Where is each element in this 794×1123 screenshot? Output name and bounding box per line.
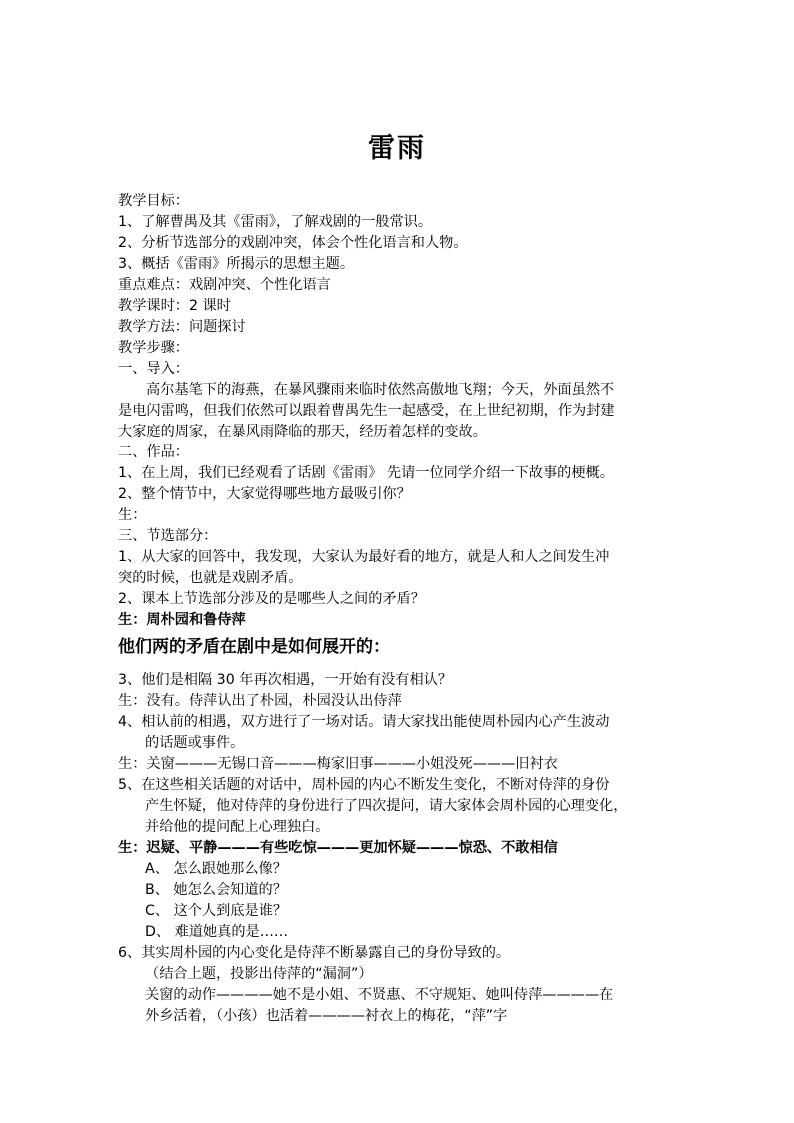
info-line: 重点难点：戏剧冲突、个性化语言 [118,277,331,293]
excerpt-heading: 三、节选部分： [118,528,218,544]
intro-paragraph-line: 高尔基笔下的海燕，在暴风骤雨来临时依然高傲地飞翔；今天，外面虽然不 [146,382,615,398]
excerpt-answer: 生：周朴园和鲁侍萍 [118,612,246,628]
question-6-line: 关窗的动作————她不是小姐、不贤惠、不守规矩、她叫侍萍————在 [145,987,614,1003]
answer-4: 生：关窗———无锡口音———梅家旧事———小姐没死———旧衬衣 [118,756,558,772]
goals-label: 教学目标： [118,193,189,209]
excerpt-line: 突的时候，也就是戏剧矛盾。 [118,570,303,586]
works-item: 2、整个情节中，大家觉得哪些地方最吸引你？ [118,486,411,502]
goal-item: 3、概括《雷雨》所揭示的思想主题。 [118,256,355,272]
intro-paragraph-line: 大家庭的周家，在暴风雨降临的那天，经历着怎样的变故。 [118,424,487,440]
excerpt-line: 1、从大家的回答中，我发现，大家认为最好看的地方，就是人和人之间发生冲 [118,549,610,565]
works-item: 生： [118,507,147,523]
question-5-cont: 产生怀疑，他对侍萍的身份进行了四次提问，请大家体会周朴园的心理变化， [145,798,628,814]
option-item: A、 怎么跟她那么像？ [145,861,287,877]
intro-heading: 一、导入： [118,361,189,377]
works-item: 1、在上周，我们已经观看了话剧《雷雨》 先请一位同学介绍一下故事的梗概。 [118,465,614,481]
question-5: 5、在这些相关话题的对话中，周朴园的内心不断发生变化，不断对侍萍的身份 [118,777,610,793]
info-line: 教学课时：2 课时 [118,298,231,314]
question-5-cont: 并给他的提问配上心理独白。 [145,819,330,835]
info-line: 教学步骤： [118,340,189,356]
section-subheading: 他们两的矛盾在剧中是如何展开的： [118,637,390,657]
goal-item: 2、分析节选部分的戏剧冲突，体会个性化语言和人物。 [118,235,468,251]
option-item: B、 她怎么会知道的？ [145,882,287,898]
question-4: 4、相认前的相遇，双方进行了一场对话。请大家找出能使周朴园内心产生波动 [118,714,610,730]
question-4-cont: 的话题或事件。 [145,735,245,751]
goal-item: 1、了解曹禺及其《雷雨》，了解戏剧的一般常识。 [118,214,433,230]
option-item: D、 难道她真的是…… [145,924,289,940]
option-item: C、 这个人到底是谁？ [145,903,288,919]
works-heading: 二、作品： [118,444,189,460]
question-6-line: 外乡活着，（小孩）也活着————衬衣上的梅花，“萍”字 [145,1008,508,1024]
info-line: 教学方法：问题探讨 [118,319,246,335]
excerpt-line: 2、课本上节选部分涉及的是哪些人之间的矛盾？ [118,591,425,607]
intro-paragraph-line: 是电闪雷鸣，但我们依然可以跟着曹禺先生一起感受，在上世纪初期，作为封建 [118,403,615,419]
answer-3: 生：没有。侍萍认出了朴园，朴园没认出侍萍 [118,693,402,709]
question-3: 3、他们是相隔 30 年再次相遇，一开始有没有相认？ [118,672,453,688]
answer-5: 生：迟疑、平静———有些吃惊———更加怀疑———惊恐、不敢相信 [118,840,558,856]
question-6: 6、其实周朴园的内心变化是侍萍不断暴露自己的身份导致的。 [118,945,511,961]
question-6-line: （结合上题，投影出侍萍的“漏洞”） [145,966,373,982]
page-title: 雷雨 [368,133,426,164]
